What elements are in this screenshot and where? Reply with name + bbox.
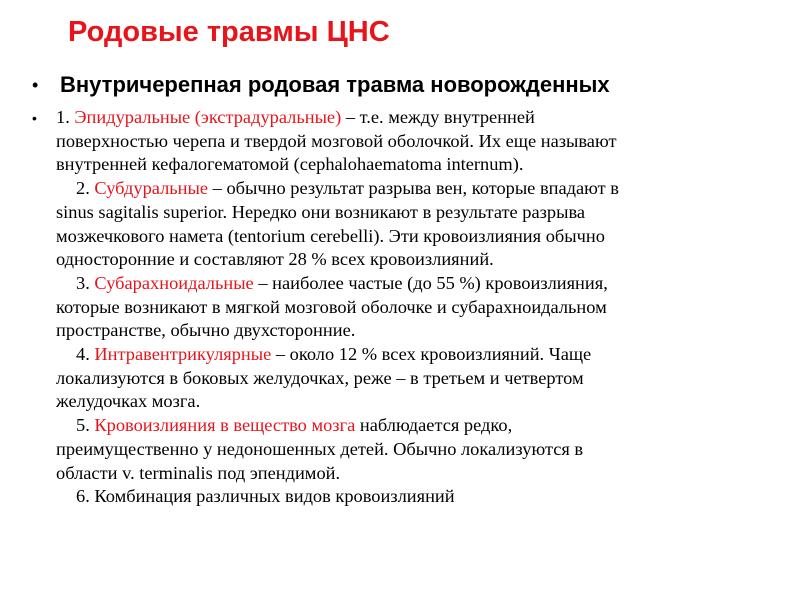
bullet-icon: •	[32, 75, 39, 95]
paragraph-line: преимущественно у недоношенных детей. Обычно локализуются в	[56, 438, 584, 459]
paragraph-line: 3. Субарахноидальные – наиболее частые (до 55 %) кровоизлияния,	[76, 272, 608, 293]
section-heading: Внутричерепная родовая травма новорожденных	[60, 72, 610, 97]
paragraph-line: пространстве, обычно двухсторонние.	[56, 320, 356, 341]
paragraph-line: 5. Кровоизлияния в вещество мозга наблюдается редко,	[76, 415, 513, 436]
paragraph-line: мозжечкового намета (tentorium cerebelli). Эти кровоизлияния обычно	[56, 225, 605, 246]
paragraph-line: поверхностью черепа и твердой мозговой оболочкой. Их еще называют	[56, 130, 617, 151]
hemorrhage-type: Интравентрикулярные	[94, 344, 272, 365]
paragraph-line: 6. Комбинация различных видов кровоизлияний	[76, 486, 455, 507]
slide-title: Родовые травмы ЦНС	[68, 16, 390, 48]
hemorrhage-type: Кровоизлияния в вещество мозга	[94, 415, 356, 436]
paragraph-line: которые возникают в мягкой мозговой оболочке и субарахноидальном	[56, 296, 607, 317]
bullet-icon: •	[32, 110, 37, 126]
hemorrhage-type: Субарахноидальные	[94, 272, 254, 293]
hemorrhage-type: Субдуральные	[94, 178, 209, 199]
paragraph-line: локализуются в боковых желудочках, реже – в третьем и четвертом	[56, 367, 584, 388]
paragraph-line: 4. Интравентрикулярные – около 12 % всех кровоизлияний. Чаще	[76, 344, 592, 365]
hemorrhage-type: Эпидуральные (экстрадуральные)	[74, 107, 342, 127]
paragraph-line: области v. terminalis под эпендимой.	[56, 462, 341, 483]
body-paragraph	[56, 106, 761, 509]
paragraph-line: желудочках мозга.	[56, 391, 201, 412]
paragraph-line: внутренней кефалогематомой (cephalohaematoma internum).	[56, 154, 524, 175]
paragraph-line: sinus sagitalis superior. Нередко они возникают в результате разрыва	[56, 201, 586, 222]
paragraph-line: 2. Субдуральные – обычно результат разрыва вен, которые впадают в	[76, 178, 619, 199]
paragraph-line: односторонние и составляют 28 % всех кровоизлияний.	[56, 249, 494, 270]
paragraph-line: 1. Эпидуральные (экстрадуральные) – т.е. между внутренней	[56, 107, 535, 127]
